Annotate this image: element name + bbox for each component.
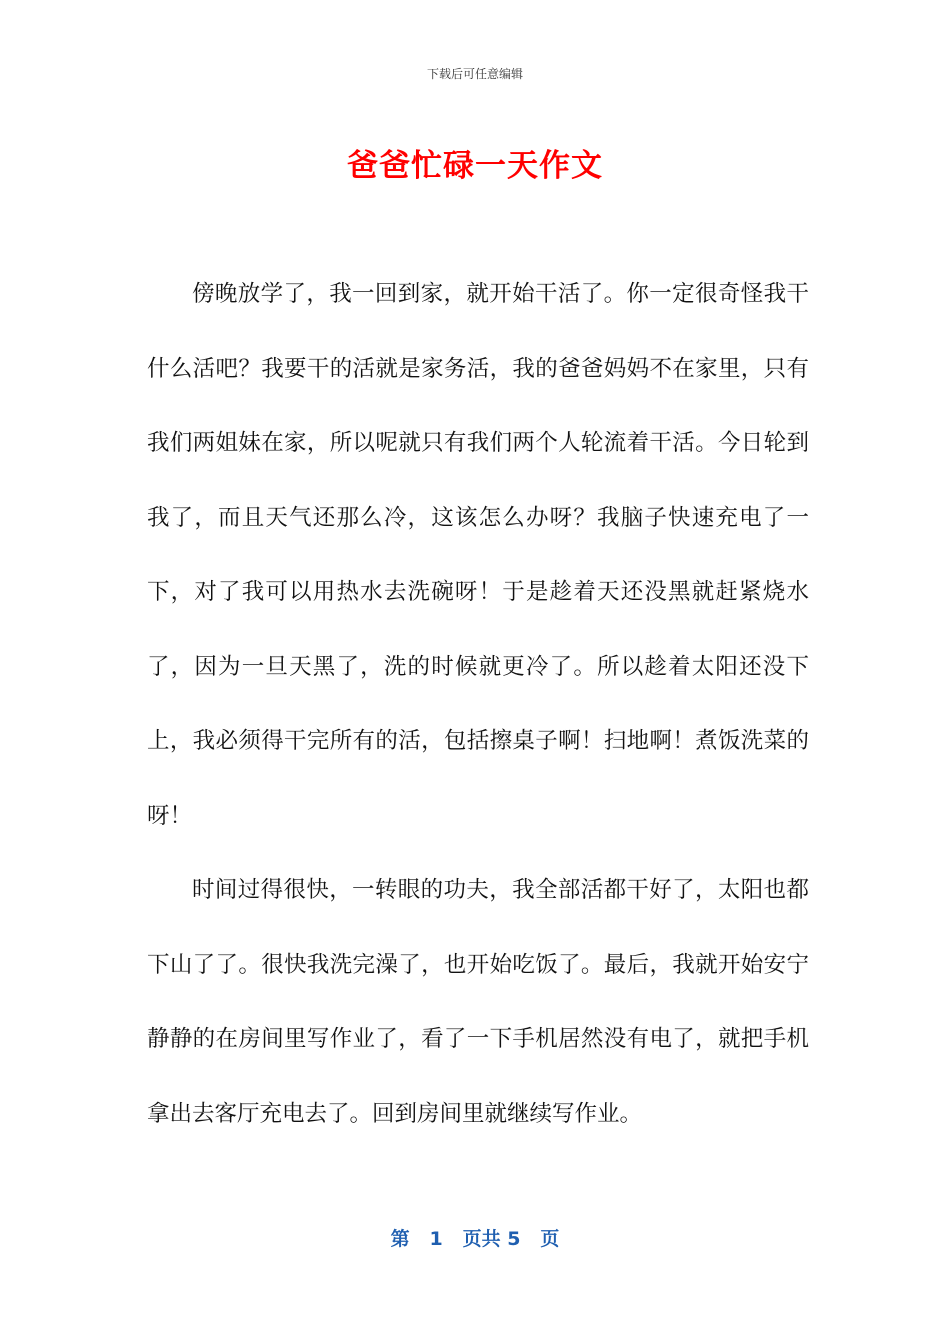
paragraph: 时间过得很快，一转眼的功夫，我全部活都干好了，太阳也都下山了了。很快我洗完澡了，也开始吃饭了。最后，我就开始安宁静静的在房间里写作业了，看了一下手机居然没有电了，就把手机拿出去客厅充电去了。回到房间里就继续写作业。 bbox=[147, 877, 809, 1127]
header-note: 下载后可任意编辑 bbox=[426, 67, 523, 81]
document-title: 爸爸忙碌一天作文 bbox=[347, 148, 603, 184]
page-label-suffix: 页 bbox=[540, 1228, 560, 1250]
paragraph: 傍晚放学了，我一回到家，就开始干活了。你一定很奇怪我干什么活吧？我要干的活就是家务活，我的爸爸妈妈不在家里，只有我们两姐妹在家，所以呢就只有我们两个人轮流着干活。今日轮到我了，而且天气还那么冷，这该怎么办呀？我脑子快速充电了一下，对了我可以用热水去洗碗呀！于是趁着天还没黑就赶紧烧水了，因为一旦天黑了，洗的时候就更冷了。所以趁着太阳还没下上，我必须得干完所有的活，包括擦桌子啊！扫地啊！煮饭洗菜的呀！ bbox=[147, 281, 809, 829]
page-label-prefix: 第 bbox=[390, 1228, 410, 1250]
page-label-mid: 页共 bbox=[462, 1228, 501, 1250]
page-footer bbox=[0, 1224, 950, 1254]
page-total: 5 bbox=[507, 1228, 521, 1250]
document-body bbox=[147, 257, 809, 1151]
page-current: 1 bbox=[429, 1228, 443, 1250]
